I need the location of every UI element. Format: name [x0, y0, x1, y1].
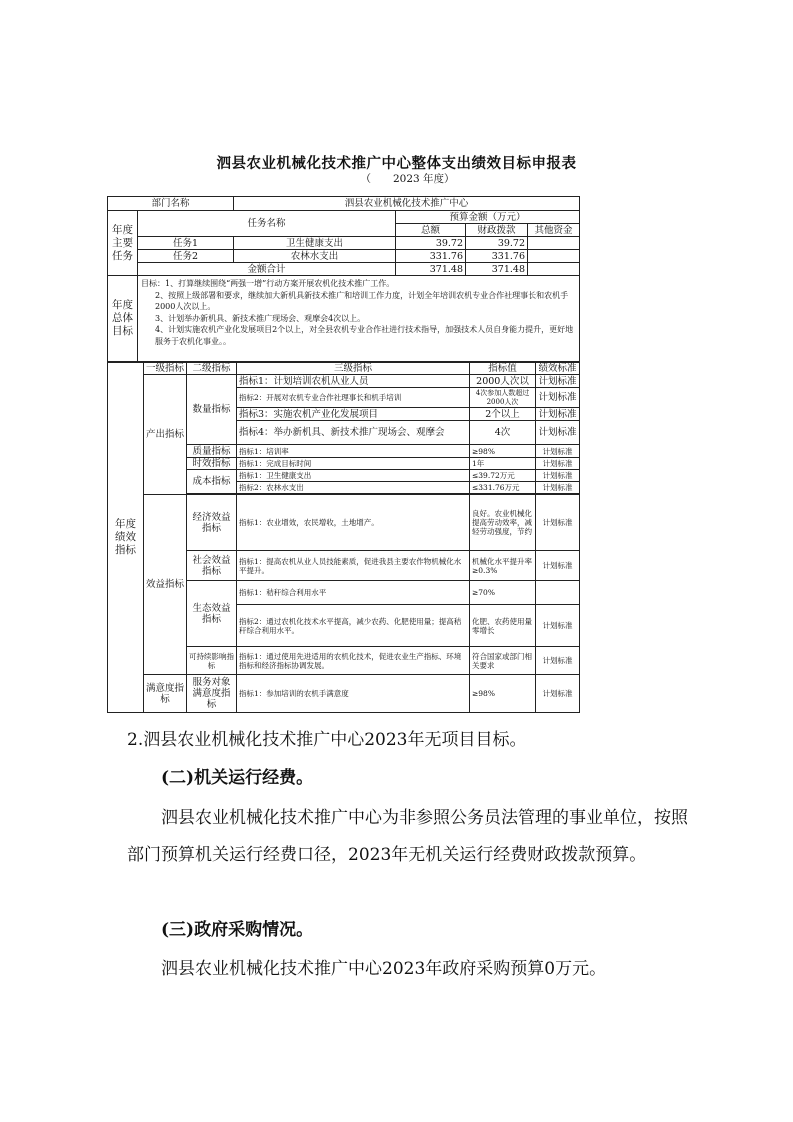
header-standard: 绩效标准 [536, 363, 580, 375]
indicator-value: 2000人次以 [470, 375, 536, 388]
eco-label: 生态效益指标 [187, 581, 237, 647]
indicator-value: ≤39.72万元 [470, 470, 536, 482]
indicator-name: 指标2：农林水支出 [237, 482, 470, 494]
task-name: 任务1 [138, 237, 234, 250]
sum-label: 金额合计 [138, 263, 396, 276]
tasks-section-label: 年度主要任务 [108, 211, 138, 276]
indicator-standard: 计划标准 [536, 482, 580, 494]
col-fiscal: 财政拨款 [466, 224, 528, 237]
task-fiscal: 39.72 [466, 237, 528, 250]
quality-label: 质量指标 [187, 445, 237, 458]
table-row [108, 495, 580, 551]
indicator-standard: 计划标准 [536, 388, 580, 408]
task-total: 39.72 [396, 237, 466, 250]
sum-total: 371.48 [396, 263, 466, 276]
indicator-standard: 计划标准 [536, 675, 580, 713]
goal-line: 4、计划实施农机产业化发展项目2个以上，对全县农机专业合作社进行技术指导，加强技术人员自身能力提升，更好地服务于农机化事业。。 [155, 325, 574, 346]
indicator-value: ≥98% [470, 445, 536, 458]
subtitle-bracket: （ [360, 173, 371, 185]
indicator-standard: 计划标准 [536, 605, 580, 647]
table-row [108, 375, 580, 388]
col-total: 总额 [396, 224, 466, 237]
goal-label: 年度总体目标 [108, 276, 138, 362]
indicator-value: 符合国家或部门相关要求 [470, 647, 536, 675]
table-row [108, 237, 580, 250]
indicator-name: 指标1：完成目标时间 [237, 458, 470, 470]
indicator-name: 指标2：通过农机化技术水平提高，减少农药、化肥使用量；提高秸秆综合利用水平。 [237, 605, 470, 647]
indicator-standard: 计划标准 [536, 551, 580, 581]
task-total: 331.76 [396, 250, 466, 263]
indicator-standard: 计划标准 [536, 408, 580, 421]
indicator-name: 指标1：农业增效，农民增收，土地增产。 [237, 495, 470, 551]
indicator-standard: 计划标准 [536, 445, 580, 458]
goal-line: 目标：1、打算继续围绕“两强一增”行动方案开展农机化技术推广工作。 [141, 279, 395, 288]
task-other [528, 237, 580, 250]
indicator-name: 指标1：通过使用先进适用的农机化技术，促进农业生产指标、环境指标和经济指标协调发展。 [237, 647, 470, 675]
social-label: 社会效益指标 [187, 551, 237, 581]
indicator-name: 指标1：参加培训的农机手满意度 [237, 675, 470, 713]
indicator-section-label: 年度绩效指标 [108, 363, 144, 713]
indicator-table [107, 362, 580, 713]
indicator-value: 机械化水平提升率≥0.3% [470, 551, 536, 581]
task-fiscal: 331.76 [466, 250, 528, 263]
indicator-name: 指标1：计划培训农机从业人员 [237, 375, 470, 388]
quantity-label: 数量指标 [187, 375, 237, 445]
indicator-name: 指标1：培训率 [237, 445, 470, 458]
indicator-value: ≤331.76万元 [470, 482, 536, 494]
table-subtitle [0, 171, 793, 186]
indicator-value: 良好。农业机械化提高劳动效率，减轻劳动强度，节约 [470, 495, 536, 551]
paragraph-procurement: 泗县农业机械化技术推广中心2023年政府采购预算0万元。 [161, 959, 607, 979]
indicator-name: 指标1：提高农机从业人员技能素质，促进我县主要农作物机械化水平提升。 [237, 551, 470, 581]
task-content: 农林水支出 [234, 250, 396, 263]
indicator-value: 4次参加人数超过2000人次 [470, 388, 536, 408]
header-level1: 一级指标 [144, 363, 187, 375]
indicator-standard [536, 581, 580, 605]
satisfy-label: 满意度指标 [144, 675, 187, 713]
indicator-value: 1年 [470, 458, 536, 470]
benefit-label: 效益指标 [144, 495, 187, 675]
task-other [528, 250, 580, 263]
indicator-value: ≥98% [470, 675, 536, 713]
service-label: 服务对象满意度指标 [187, 675, 237, 713]
sum-fiscal: 371.48 [466, 263, 528, 276]
header-level2: 二级指标 [187, 363, 237, 375]
header-value: 指标值 [470, 363, 536, 375]
heading-procurement: (三)政府采购情况。 [161, 920, 314, 940]
goal-line: 3、计划举办新机具、新技术推广现场会、观摩会4次以上。 [155, 313, 366, 323]
table-row [108, 250, 580, 263]
indicator-standard: 计划标准 [536, 375, 580, 388]
budget-header: 预算金额（万元） [396, 211, 580, 224]
cost-label: 成本指标 [187, 470, 237, 494]
col-other: 其他资金 [528, 224, 580, 237]
sum-other [528, 263, 580, 276]
indicator-value: 化肥、农药使用量零增长 [470, 605, 536, 647]
dept-label: 部门名称 [108, 197, 234, 211]
indicator-name: 指标1：卫生健康支出 [237, 470, 470, 482]
goal-text [138, 276, 580, 362]
indicator-value: 2个以上 [470, 408, 536, 421]
indicator-value: ≥70% [470, 581, 536, 605]
indicator-name: 指标1：秸秆综合利用水平 [237, 581, 470, 605]
indicator-standard: 计划标准 [536, 495, 580, 551]
indicator-standard: 计划标准 [536, 647, 580, 675]
heading-operating-cost: (二)机关运行经费。 [161, 768, 314, 788]
econ-label: 经济效益指标 [187, 495, 237, 551]
indicator-name: 指标4：举办新机具、新技术推广现场会、观摩会 [237, 421, 470, 445]
indicator-standard: 计划标准 [536, 421, 580, 445]
sustain-label: 可持续影响指标 [187, 647, 237, 675]
subtitle-year: 2023 年度） [392, 173, 455, 185]
budget-table [107, 196, 580, 362]
indicator-name: 指标3：实施农机产业化发展项目 [237, 408, 470, 421]
table-row [108, 675, 580, 713]
time-label: 时效指标 [187, 458, 237, 470]
goal-line: 2、按照上级部署和要求，继续加大新机具新技术推广和培训工作力度，计划全年培训农机专业合作社理事长和农机手2000人次以上。 [155, 290, 569, 311]
dept-value: 泗县农业机械化技术推广中心 [234, 197, 580, 211]
indicator-name: 指标2：开展对农机专业合作社理事长和机手培训 [237, 388, 470, 408]
indicator-value: 4次 [470, 421, 536, 445]
paragraph-project-goal: 2.泗县农业机械化技术推广中心2023年无项目目标。 [127, 730, 527, 750]
output-label: 产出指标 [144, 375, 187, 495]
header-level3: 三级指标 [237, 363, 470, 375]
paragraph-operating-cost: 泗县农业机械化技术推广中心为非参照公务员法管理的事业单位，按照部门预算机关运行经费口径，2023年无机关运行经费财政拨款预算。 [127, 808, 688, 865]
sum-row [108, 263, 580, 276]
indicator-standard: 计划标准 [536, 458, 580, 470]
task-name-header: 任务名称 [138, 211, 396, 237]
table-title: 泗县农业机械化技术推广中心整体支出绩效目标申报表 [216, 155, 577, 172]
task-content: 卫生健康支出 [234, 237, 396, 250]
task-name: 任务2 [138, 250, 234, 263]
indicator-standard: 计划标准 [536, 470, 580, 482]
